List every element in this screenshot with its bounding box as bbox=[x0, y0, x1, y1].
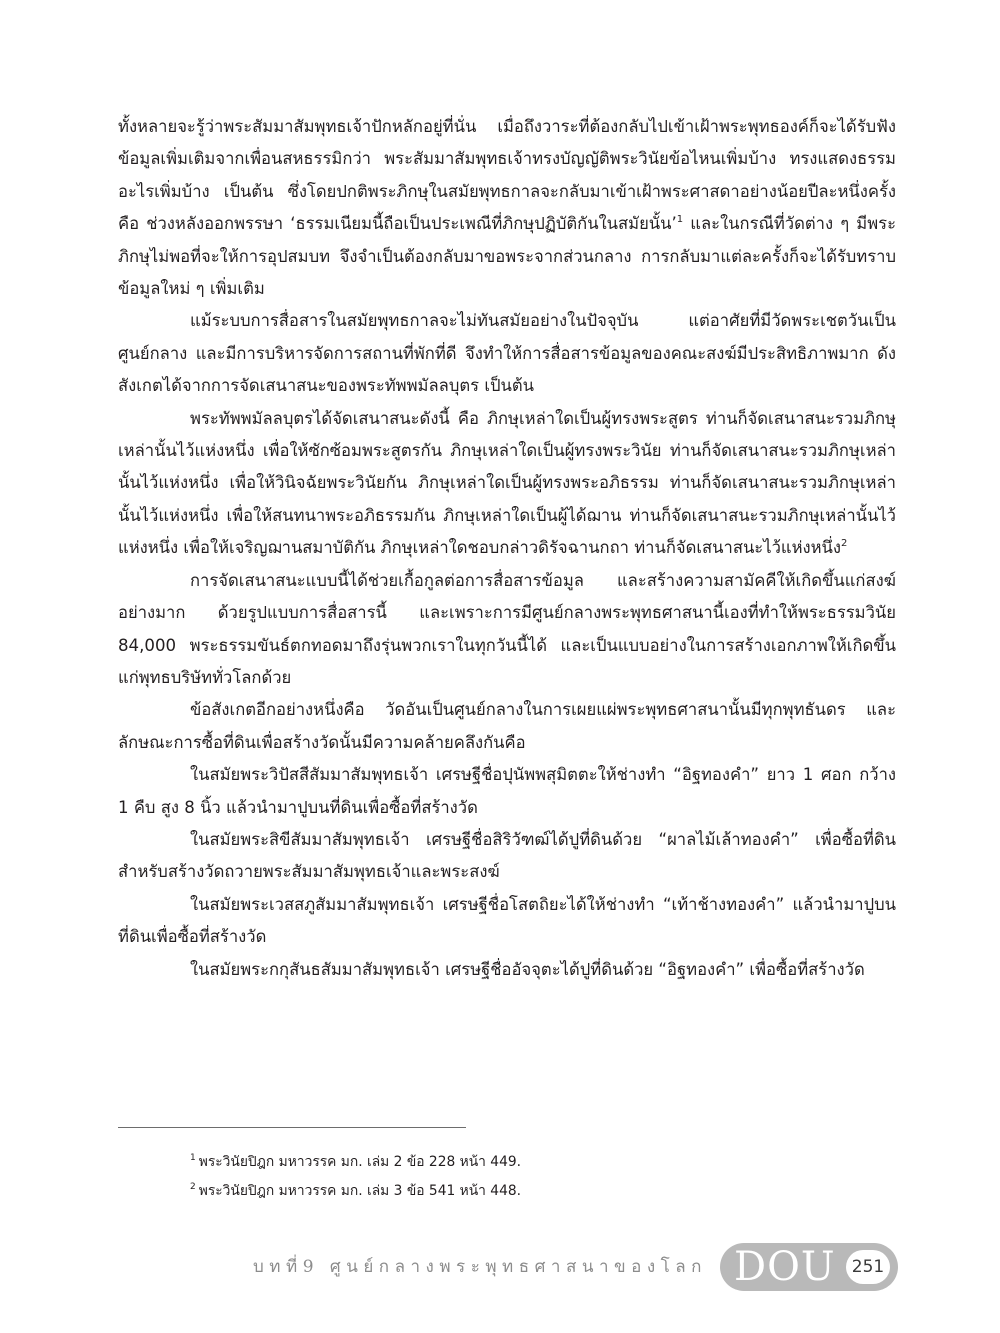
paragraph-text: ในสมัยพระเวสสภูสัมมาสัมพุทธเจ้า เศรษฐีชื่อโสตถิยะได้ให้ช่างทำ “เท้าช้างทองคำ” แล้วนำมาปูบนที่ดินเพื่อซื้อที่สร้างวัด bbox=[118, 894, 896, 947]
paragraph-text: พระทัพพมัลลบุตรได้จัดเสนาสนะดังนี้ คือ ภิกษุเหล่าใดเป็นผู้ทรงพระสูตร ท่านก็จัดเสนาสนะรวมภิกษุเหล่านั้นไว้แห่งหนึ่ง เพื่อให้ซักซ้อมพระสูตรกัน ภิกษุเหล่าใดเป็นผู้ทรงพระวินัย ท่านก็จัดเสนาสนะรวมภิกษุเหล่านั้นไว้แห่งหนึ่ง เพื่อให้วินิจฉัยพระวินัยกัน ภิกษุเหล่าใดเป็นผู้ทรงพระอภิธรรม ท่านก็จัดเสนาสนะรวมภิกษุเหล่านั้นไว้แห่งหนึ่ง เพื่อให้สนทนาพระอภิธรรมกัน ภิกษุเหล่าใดเป็นผู้ได้ฌาน ท่านก็จัดเสนาสนะรวมภิกษุเหล่านั้นไว้แห่งหนึ่ง เพื่อให้เจริญฌานสมาบัติกัน ภิกษุเหล่าใดชอบกล่าวดิรัจฉานกถา ท่านก็จัดเสนาสนะไว้แห่งหนึ่ง bbox=[118, 408, 896, 558]
paragraph-8 bbox=[118, 889, 896, 954]
paragraph-9 bbox=[118, 954, 896, 986]
paragraph-text: ในสมัยพระสิขีสัมมาสัมพุทธเจ้า เศรษฐีชื่อสิริวัฑฒ์ได้ปูที่ดินด้วย “ผาลไม้เล้าทองคำ” เพื่อซื้อที่ดินสำหรับสร้างวัดถวายพระสัมมาสัมพุทธเจ้าและพระสงฆ์ bbox=[118, 829, 896, 882]
paragraph-text: ในสมัยพระวิปัสสีสัมมาสัมพุทธเจ้า เศรษฐีชื่อปุนัพพสุมิตตะให้ช่างทำ “อิฐทองคำ” ยาว 1 ศอก กว้าง 1 คืบ สูง 8 นิ้ว แล้วนำมาปูบนที่ดินเพื่อซื้อที่สร้างวัด bbox=[118, 765, 896, 817]
footnote-text: พระวินัยปิฎก มหาวรรค มก. เล่ม 3 ข้อ 541 หน้า 448. bbox=[198, 1183, 522, 1199]
body-text bbox=[118, 111, 896, 986]
footer-badge bbox=[720, 1243, 898, 1291]
footnote-ref-2[interactable]: 2 bbox=[841, 538, 848, 550]
chapter-title: บทที่9 ศูนย์กลางพระพุทธศาสนาของโลก bbox=[253, 1257, 707, 1277]
paragraph-1 bbox=[118, 111, 896, 305]
paragraph-2 bbox=[118, 305, 896, 402]
paragraph-7 bbox=[118, 824, 896, 889]
footnote-2 bbox=[190, 1177, 890, 1206]
paragraph-4 bbox=[118, 565, 896, 695]
footnotes bbox=[190, 1148, 890, 1206]
footnote-ref-1[interactable]: 1 bbox=[676, 214, 684, 226]
footnote-divider bbox=[118, 1127, 466, 1128]
paragraph-3 bbox=[118, 403, 896, 565]
paragraph-text: การจัดเสนาสนะแบบนี้ได้ช่วยเกื้อกูลต่อการสื่อสารข้อมูล และสร้างความสามัคคีให้เกิดขึ้นแก่สงฆ์อย่างมาก ด้วยรูปแบบการสื่อสารนี้ และเพราะการมีศูนย์กลางพระพุทธศาสนานี้เองที่ทำให้พระธรรมวินัย 84,000 พระธรรมขันธ์ตกทอดมาถึงรุ่นพวกเราในทุกวันนี้ได้ และเป็นแบบอย่างในการสร้างเอกภาพให้เกิดขึ้นแก่พุทธบริษัททั่วโลกด้วย bbox=[118, 570, 896, 687]
footnote-1 bbox=[190, 1148, 890, 1177]
page-number: 251 bbox=[846, 1250, 890, 1284]
paragraph-text: ข้อสังเกตอีกอย่างหนึ่งคือ วัดอันเป็นศูนย์กลางในการเผยแผ่พระพุทธศาสนานั้นมีทุกพุทธันดร และลักษณะการซื้อที่ดินเพื่อสร้างวัดนั้นมีความคล้ายคลึงกันคือ bbox=[118, 700, 896, 752]
paragraph-text: ในสมัยพระกกุสันธสัมมาสัมพุทธเจ้า เศรษฐีชื่ออัจจุตะได้ปูที่ดินด้วย “อิฐทองคำ” เพื่อซื้อที่สร้างวัด bbox=[190, 959, 865, 979]
paragraph-text: แม้ระบบการสื่อสารในสมัยพุทธกาลจะไม่ทันสมัยอย่างในปัจจุบัน แต่อาศัยที่มีวัดพระเชตวันเป็นศูนย์กลาง และมีการบริหารจัดการสถานที่พักที่ดี จึงทำให้การสื่อสารข้อมูลของคณะสงฆ์มีประสิทธิภาพมาก ดังสังเกตได้จากการจัดเสนาสนะของพระทัพพมัลลบุตร เป็นต้น bbox=[118, 311, 896, 396]
footnote-text: พระวินัยปิฎก มหาวรรค มก. เล่ม 2 ข้อ 228 หน้า 449. bbox=[198, 1154, 522, 1170]
footnote-number: 2 bbox=[190, 1182, 196, 1192]
paragraph-6 bbox=[118, 759, 896, 824]
brand-logo: DOU bbox=[734, 1244, 836, 1290]
paragraph-text-tail: และในกรณีที่วัดต่าง ๆ มีพระภิกษุไม่พอที่จะให้การอุปสมบท จึงจำเป็นต้องกลับมาขอพระจากส่วนกลาง การกลับมาแต่ละครั้งก็จะได้รับทราบข้อมูลใหม่ ๆ เพิ่มเติม bbox=[118, 214, 896, 299]
paragraph-text: ทั้งหลายจะรู้ว่าพระสัมมาสัมพุทธเจ้าปักหลักอยู่ที่นั่น เมื่อถึงวาระที่ต้องกลับไปเข้าเฝ้าพระพุทธองค์ก็จะได้รับฟังข้อมูลเพิ่มเติมจากเพื่อนสหธรรมิกว่า พระสัมมาสัมพุทธเจ้าทรงบัญญัติพระวินัยข้อไหนเพิ่มบ้าง ทรงแสดงธรรมอะไรเพิ่มบ้าง เป็นต้น ซึ่งโดยปกติพระภิกษุในสมัยพุทธกาลจะกลับมาเข้าเฝ้าพระศาสดาอย่างน้อยปีละหนึ่งครั้งคือ ช่วงหลังออกพรรษา ‘ธรรมเนียมนี้ถือเป็นประเพณีที่ภิกษุปฏิบัติกันในสมัยนั้น’ bbox=[118, 117, 896, 234]
paragraph-5 bbox=[118, 694, 896, 759]
footnote-number: 1 bbox=[190, 1153, 196, 1163]
